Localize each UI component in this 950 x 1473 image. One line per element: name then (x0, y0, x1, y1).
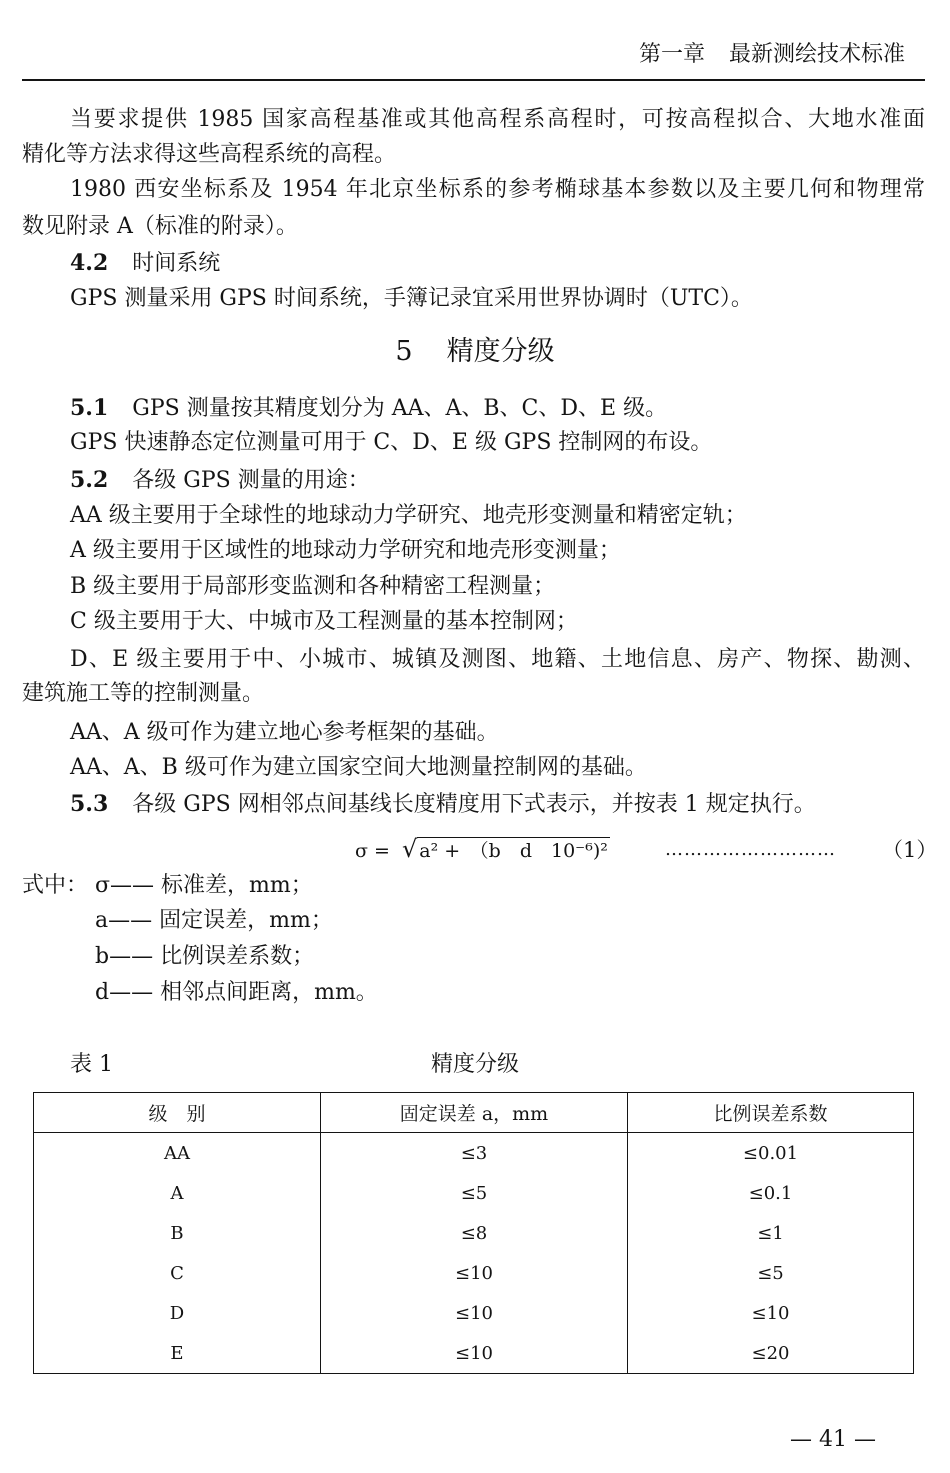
clause-5-3 (70, 786, 925, 822)
cell-grade: C (34, 1253, 321, 1293)
table-row (34, 1173, 914, 1213)
square-root-icon: √ (401, 835, 418, 863)
section-title: 精度分级 (446, 336, 555, 367)
clause-text: 各级 GPS 网相邻点间基线长度精度用下式表示，并按表 1 规定执行。 (132, 792, 816, 817)
clause-5-2 (70, 462, 925, 498)
accuracy-grade-table (33, 1092, 914, 1374)
formula-lhs: σ = (355, 840, 390, 862)
definition-item: a—— 固定误差，mm； (95, 908, 333, 933)
paragraph-line: AA、A 级可作为建立地心参考框架的基础。 (70, 720, 499, 745)
chapter-label: 第一章 (638, 42, 705, 67)
table-row (34, 1213, 914, 1253)
cell-proportional-coefficient: ≤0.01 (628, 1133, 914, 1174)
header-rule (22, 79, 925, 81)
clause-number: 5.1 (70, 395, 109, 421)
use-item: C 级主要用于大、中城市及工程测量的基本控制网； (70, 609, 578, 634)
section-heading-5 (0, 333, 950, 371)
cell-grade: A (34, 1173, 321, 1213)
paragraph-line: AA、A、B 级可作为建立国家空间大地测量控制网的基础。 (70, 755, 647, 780)
paragraph-line: 当要求提供 1985 国家高程基准或其他高程系高程时，可按高程拟合、大地水准面 (70, 107, 925, 132)
paragraph-line: 精化等方法求得这些高程系统的高程。 (22, 142, 397, 167)
running-header (639, 38, 905, 72)
cell-fixed-error: ≤10 (321, 1253, 628, 1293)
column-header-proportional-coefficient: 比例误差系数 (628, 1093, 914, 1133)
table-header-row (34, 1093, 914, 1133)
cell-proportional-coefficient: ≤10 (628, 1293, 914, 1333)
cell-proportional-coefficient: ≤20 (628, 1333, 914, 1374)
cell-grade: AA (34, 1133, 321, 1174)
cell-fixed-error: ≤3 (321, 1133, 628, 1174)
cell-proportional-coefficient: ≤0.1 (628, 1173, 914, 1213)
definition-item: b—— 比例误差系数； (95, 944, 315, 969)
cell-proportional-coefficient: ≤5 (628, 1253, 914, 1293)
cell-proportional-coefficient: ≤1 (628, 1213, 914, 1253)
cell-grade: B (34, 1213, 321, 1253)
section-number: 5 (395, 336, 413, 367)
subsection-heading-4-2 (70, 245, 925, 281)
clause-text: 各级 GPS 测量的用途： (132, 468, 370, 493)
chapter-title: 最新测绘技术标准 (728, 42, 905, 67)
cell-fixed-error: ≤5 (321, 1173, 628, 1213)
cell-fixed-error: ≤10 (321, 1293, 628, 1333)
use-item: B 级主要用于局部形变监测和各种精密工程测量； (70, 574, 556, 599)
table-row (34, 1293, 914, 1333)
formula-dot-leader: ……………………… (665, 839, 836, 860)
use-item: AA 级主要用于全球性的地球动力学研究、地壳形变测量和精密定轨； (70, 503, 747, 528)
table-label: 表 1 (70, 1052, 113, 1077)
table-row (34, 1253, 914, 1293)
equation-number: （1） (882, 838, 938, 862)
paragraph-line: GPS 快速静态定位测量可用于 C、D、E 级 GPS 控制网的布设。 (70, 430, 713, 455)
table-caption: 精度分级 (430, 1052, 519, 1077)
definition-item: σ—— 标准差，mm； (95, 873, 313, 898)
cell-grade: D (34, 1293, 321, 1333)
paragraph-line: 数见附录 A（标准的附录）。 (22, 214, 298, 239)
paragraph-line: 1980 西安坐标系及 1954 年北京坐标系的参考椭球基本参数以及主要几何和物理常 (70, 177, 925, 202)
accuracy-formula (355, 830, 610, 868)
definitions-label: 式中： (22, 873, 89, 898)
cell-fixed-error: ≤10 (321, 1333, 628, 1374)
use-item: D、E 级主要用于中、小城市、城镇及测图、地籍、土地信息、房产、物探、勘测、 (70, 647, 925, 672)
definition-item: d—— 相邻点间距离，mm。 (95, 980, 378, 1005)
clause-text: GPS 测量按其精度划分为 AA、A、B、C、D、E 级。 (132, 396, 668, 421)
paragraph-line: GPS 测量采用 GPS 时间系统，手簿记录宜采用世界协调时（UTC）。 (70, 286, 753, 311)
table-row (34, 1133, 914, 1174)
column-header-grade: 级 别 (34, 1093, 321, 1133)
clause-title: 时间系统 (132, 251, 221, 276)
page-number: — 41 — (790, 1427, 876, 1452)
clause-5-1 (70, 390, 925, 426)
cell-grade: E (34, 1333, 321, 1374)
clause-number: 5.3 (70, 791, 109, 817)
paragraph-line: 建筑施工等的控制测量。 (22, 681, 265, 706)
clause-number: 4.2 (70, 250, 109, 276)
table-row (34, 1333, 914, 1374)
use-item: A 级主要用于区域性的地球动力学研究和地壳形变测量； (70, 538, 621, 563)
clause-number: 5.2 (70, 467, 109, 493)
column-header-fixed-error: 固定误差 a，mm (321, 1093, 628, 1133)
formula-radicand: a² + （b d 10⁻⁶)² (417, 837, 610, 864)
cell-fixed-error: ≤8 (321, 1213, 628, 1253)
